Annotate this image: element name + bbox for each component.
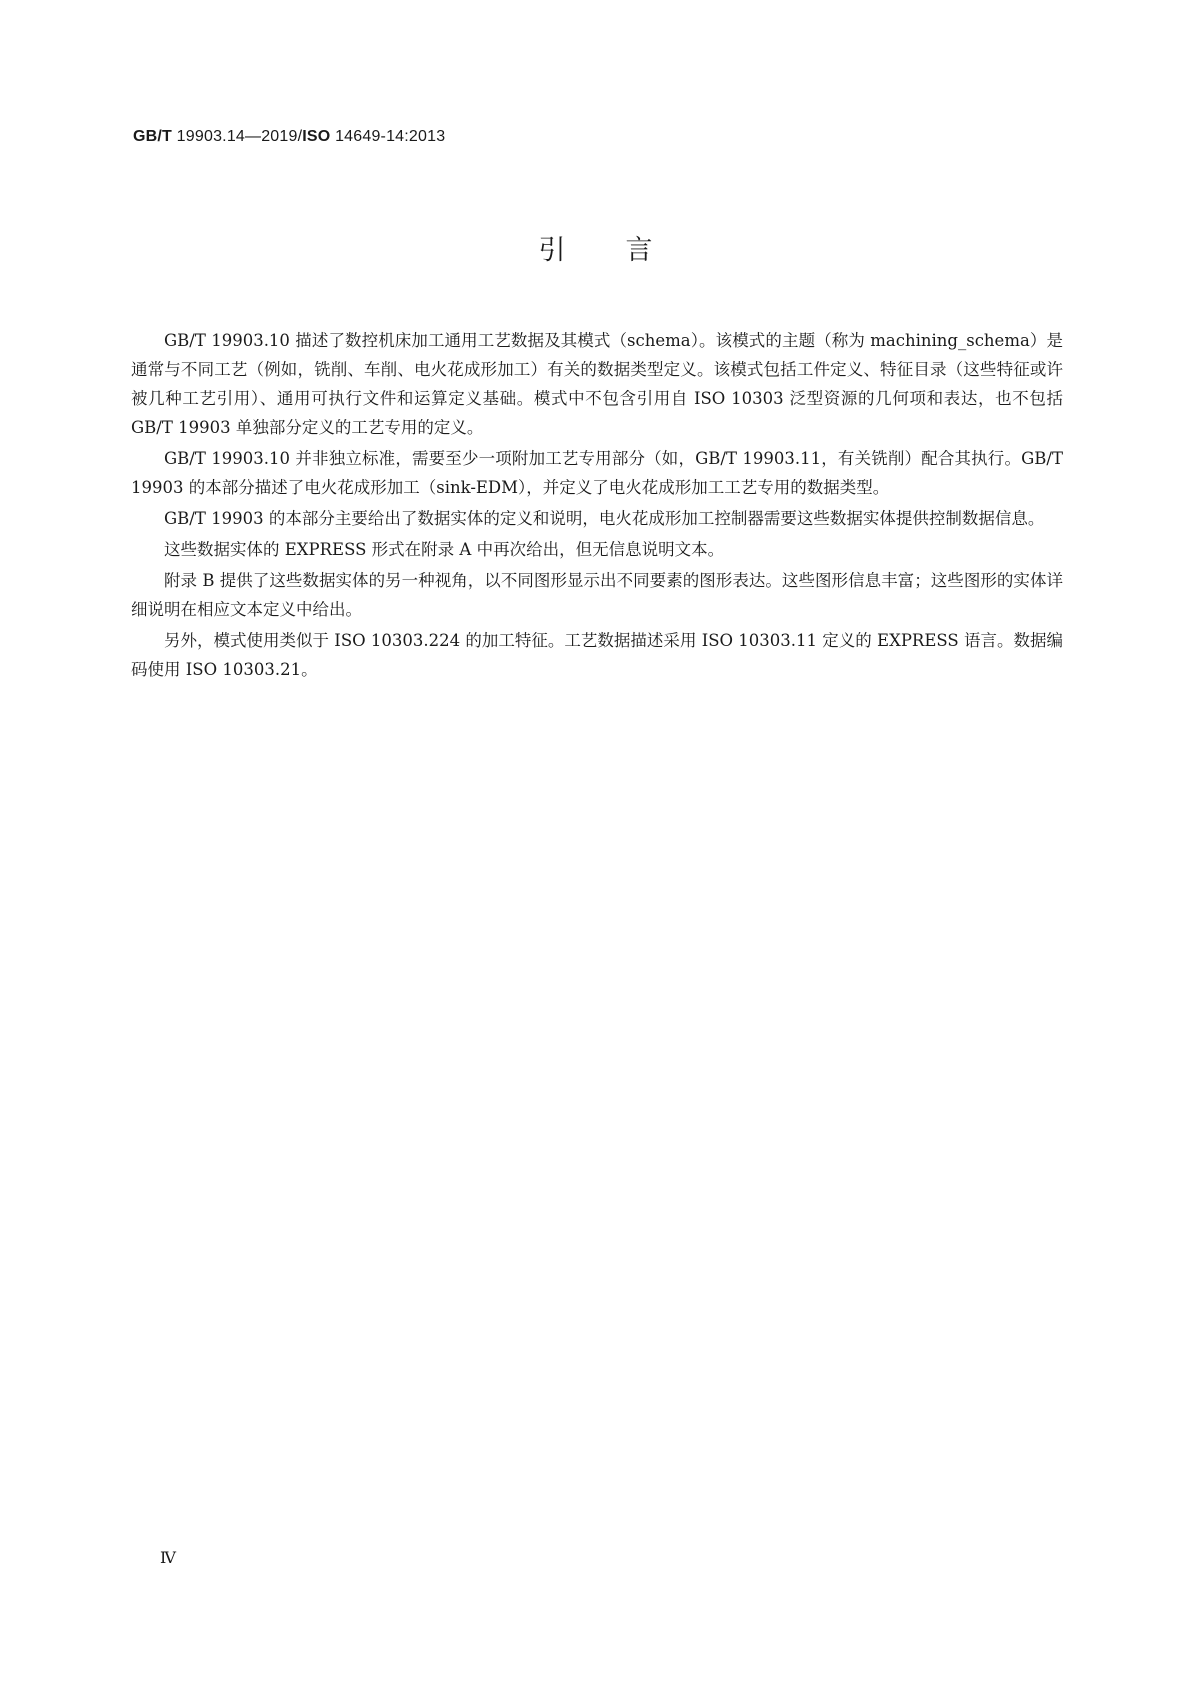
page-title: 引言 (538, 235, 713, 266)
page-number: Ⅳ (160, 1548, 176, 1567)
paragraph: 这些数据实体的 EXPRESS 形式在附录 A 中再次给出，但无信息说明文本。 (164, 540, 725, 559)
paragraph: GB/T 19903 的本部分主要给出了数据实体的定义和说明，电火花成形加工控制器需要这些数据实体提供控制数据信息。 (164, 509, 1045, 528)
document-code-iso: ISO (302, 128, 331, 145)
document-code-iso-number: 14649-14:2013 (330, 128, 446, 145)
paragraph: GB/T 19903.10 并非独立标准，需要至少一项附加工艺专用部分（如，GB/T 19903.11，有关铣削）配合其执行。GB/T 19903 的本部分描述了电火花成形加工（sink-EDM），并定义了电火花成形加工工艺专用的数据类型。 (131, 449, 1063, 497)
introduction-body (131, 326, 1063, 686)
paragraph: 附录 B 提供了这些数据实体的另一种视角，以不同图形显示出不同要素的图形表达。这些图形信息丰富；这些图形的实体详细说明在相应文本定义中给出。 (131, 571, 1063, 619)
paragraph: GB/T 19903.10 描述了数控机床加工通用工艺数据及其模式（schema）。该模式的主题（称为 machining_schema）是通常与不同工艺（例如，铣削、车削、电火花成形加工）有关的数据类型定义。该模式包括工件定义、特征目录（这些特征或许被几种工艺引用）、通用可执行文件和运算定义基础。模式中不包含引用自 ISO 10303 泛型资源的几何项和表达，也不包括 GB/T 19903 单独部分定义的工艺专用的定义。 (131, 331, 1063, 437)
document-code-number: 19903.14—2019/ (172, 128, 303, 145)
document-code (133, 128, 445, 146)
document-code-prefix: GB/T (133, 128, 173, 145)
paragraph: 另外，模式使用类似于 ISO 10303.224 的加工特征。工艺数据描述采用 ISO 10303.11 定义的 EXPRESS 语言。数据编码使用 ISO 10303.21。 (131, 631, 1063, 679)
